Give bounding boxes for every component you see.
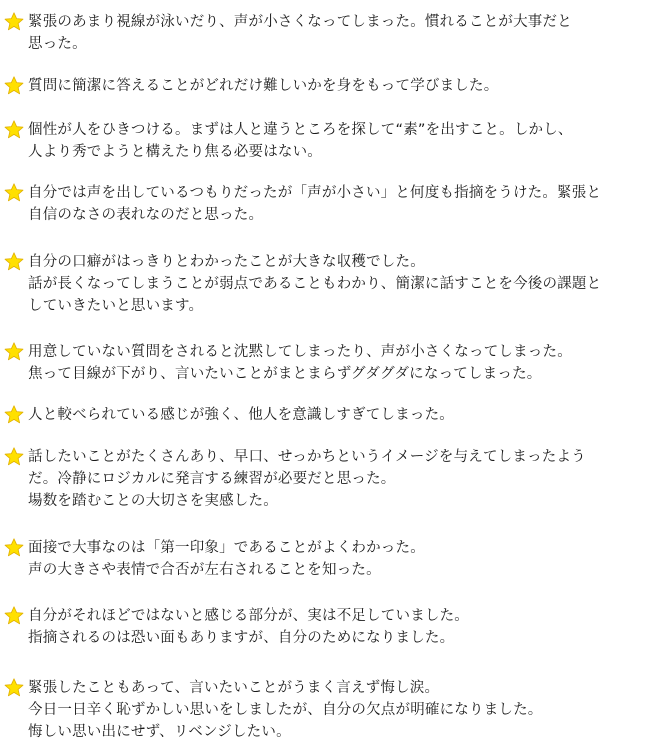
- text-line: 声の大きさや表情で合否が左右されることを知った。: [28, 562, 381, 578]
- star-icon: [4, 538, 24, 557]
- item-text: [28, 537, 646, 581]
- item-text: [28, 251, 646, 317]
- text-line: 用意していない質問をされると沈黙してしまったり、声が小さくなってしまった。: [28, 344, 572, 360]
- star-icon: [4, 342, 24, 361]
- star-icon: [4, 120, 24, 139]
- text-line: 指摘されるのは恐い面もありますが、自分のためになりました。: [28, 630, 455, 646]
- text-line: だ。冷静にロジカルに発言する練習が必要だと思った。: [28, 471, 396, 487]
- text-line: 自分がそれほどではないと感じる部分が、実は不足していました。: [28, 608, 469, 624]
- text-line: 質問に簡潔に答えることがどれだけ難しいかを身をもって学びました。: [28, 78, 499, 94]
- star-icon: [4, 76, 24, 95]
- text-line: 緊張のあまり視線が泳いだり、声が小さくなってしまった。慣れることが大事だと: [28, 14, 572, 30]
- star-icon: [4, 405, 24, 424]
- text-line: 緊張したこともあって、言いたいことがうまく言えず悔し涙。: [28, 680, 440, 696]
- star-icon: [4, 447, 24, 466]
- item-text: [28, 404, 646, 426]
- text-line: 人より秀でようと構えたり焦る必要はない。: [28, 144, 322, 160]
- text-line: 今日一日辛く恥ずかしい思いをしましたが、自分の欠点が明確になりました。: [28, 702, 543, 718]
- text-line: 人と較べられている感じが強く、他人を意識しすぎてしまった。: [28, 407, 455, 423]
- text-line: 話したいことがたくさんあり、早口、せっかちというイメージを与えてしまったよう: [28, 449, 586, 465]
- text-line: 面接で大事なのは「第一印象」であることがよくわかった。: [28, 540, 425, 556]
- item-text: [28, 341, 646, 385]
- item-text: [28, 119, 646, 163]
- text-line: 悔しい思い出にせず、リベンジしたい。: [28, 724, 291, 740]
- item-text: [28, 75, 646, 97]
- text-line: 自分では声を出しているつもりだったが「声が小さい」と何度も指摘をうけた。緊張と: [28, 185, 602, 201]
- item-text: [28, 446, 646, 512]
- text-line: 個性が人をひきつける。まずは人と違うところを探して“素”を出すこと。しかし、: [28, 122, 573, 138]
- item-text: [28, 182, 646, 226]
- text-line: 自分の口癖がはっきりとわかったことが大きな収穫でした。: [28, 254, 425, 270]
- star-icon: [4, 252, 24, 271]
- text-line: 場数を踏むことの大切さを実感した。: [28, 493, 278, 509]
- item-text: [28, 605, 646, 649]
- text-line: 思った。: [28, 36, 87, 52]
- star-icon: [4, 678, 24, 697]
- star-icon: [4, 183, 24, 202]
- star-icon: [4, 12, 24, 31]
- star-icon: [4, 606, 24, 625]
- text-line: 話が長くなってしまうことが弱点であることもわかり、簡潔に話すことを今後の課題と: [28, 276, 602, 292]
- text-line: 焦って目線が下がり、言いたいことがまとまらずグダグダになってしまった。: [28, 366, 542, 382]
- text-line: 自信のなさの表れなのだと思った。: [28, 207, 264, 223]
- item-text: [28, 11, 646, 55]
- text-line: していきたいと思います。: [28, 298, 204, 314]
- item-text: [28, 677, 646, 743]
